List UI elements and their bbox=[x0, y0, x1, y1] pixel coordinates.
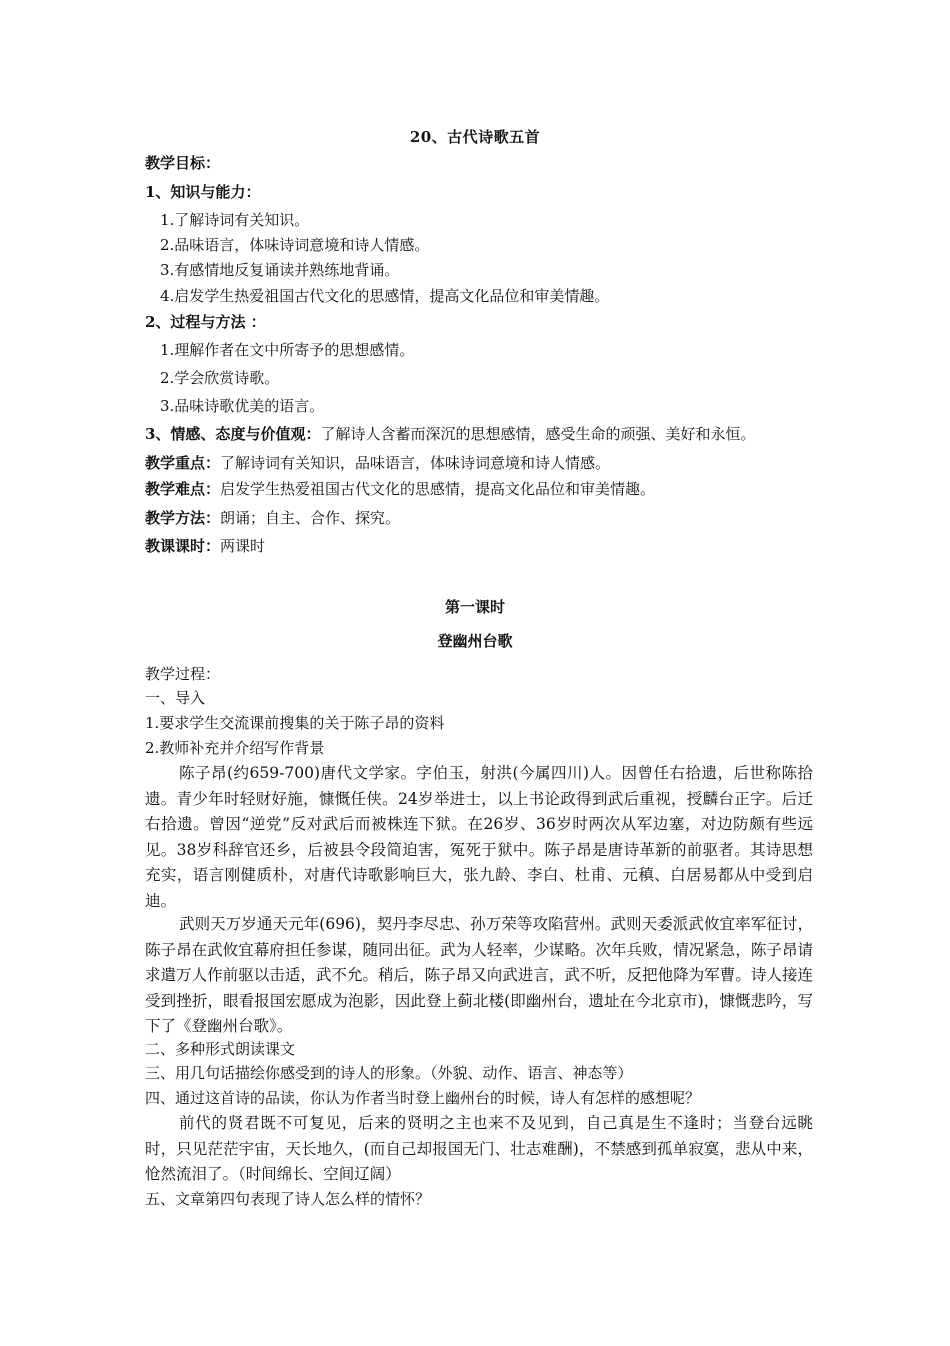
key-points-text: 了解诗词有关知识，品味语言，体味诗词意境和诗人情感。 bbox=[220, 454, 611, 472]
process-step: 二、多种形式朗读课文 bbox=[145, 1040, 296, 1058]
goals-heading: 教学目标： bbox=[145, 154, 221, 172]
section1-heading: 1、知识与能力： bbox=[145, 183, 261, 201]
document-title: 20、古代诗歌五首 bbox=[409, 128, 541, 146]
difficulties-label: 教学难点： bbox=[145, 480, 221, 498]
methods-text: 朗诵；自主、合作、探究。 bbox=[220, 509, 401, 527]
lesson-heading: 第一课时 bbox=[444, 598, 505, 616]
difficulties-line bbox=[145, 479, 655, 499]
section2-item: 2.学会欣赏诗歌。 bbox=[160, 369, 280, 387]
background-paragraph: 陈子昂(约659-700)唐代文学家。字伯玉，射洪(今属四川)人。因曾任右拾遗，后世称陈拾遗。青少年时轻财好施，慷慨任侠。24岁举进士，以上书论政得到武后重视，授麟台正字。后迁右拾遗。曾因“逆党”反对武后而被株连下狱。在26岁、36岁时两次从军边塞，对边防颇有些远见。38岁科辞官还乡，后被县令段简迫害，冤死于狱中。陈子昂是唐诗革新的前驱者。其诗思想充实，语言刚健质朴，对唐代诗歌影响巨大，张九龄、李白、杜甫、元稹、白居易都从中受到启迪。 bbox=[145, 764, 813, 910]
process-step: 1.要求学生交流课前搜集的关于陈子昂的资料 bbox=[145, 714, 445, 732]
section3-line bbox=[145, 424, 755, 444]
key-points-label: 教学重点： bbox=[145, 454, 221, 472]
section1-item: 1.了解诗词有关知识。 bbox=[160, 211, 310, 229]
section1-item: 4.启发学生热爱祖国古代文化的思感情，提高文化品位和审美情趣。 bbox=[160, 287, 610, 305]
process-step: 三、用几句话描绘你感受到的诗人的形象。（外貌、动作、语言、神态等） bbox=[145, 1064, 633, 1082]
hours-label: 教课课时： bbox=[145, 537, 221, 555]
section2-item: 3.品味诗歌优美的语言。 bbox=[160, 397, 325, 415]
methods-line bbox=[145, 508, 400, 528]
section2-item: 1.理解作者在文中所寄予的思想感情。 bbox=[160, 341, 415, 359]
process-step: 四、通过这首诗的品读，你认为作者当时登上幽州台的时候，诗人有怎样的感想呢？ bbox=[145, 1089, 701, 1107]
poem-title: 登幽州台歌 bbox=[437, 632, 513, 650]
background-paragraph: 武则天万岁通天元年(696)，契丹李尽忠、孙万荣等攻陷营州。武则天委派武攸宜率军征讨，陈子昂在武攸宜幕府担任参谋，随同出征。武为人轻率，少谋略。次年兵败，情况紧急，陈子昂请求遣万人作前驱以击适，武不允。稍后，陈子昂又向武进言，武不听，反把他降为军曹。诗人接连受到挫折，眼看报国宏愿成为泡影，因此登上蓟北楼(即幽州台，遗址在今北京市)，慷慨悲吟，写下了《登幽州台歌》。 bbox=[145, 915, 813, 1036]
section2-heading: 2、过程与方法 ： bbox=[145, 313, 266, 331]
key-points-line bbox=[145, 453, 610, 473]
process-heading: 教学过程： bbox=[145, 665, 221, 683]
section1-item: 3.有感情地反复诵读并熟练地背诵。 bbox=[160, 261, 400, 279]
section3-label: 3、情感、态度与价值观： bbox=[145, 425, 321, 443]
process-intro: 一、导入 bbox=[145, 689, 206, 707]
hours-line bbox=[145, 536, 265, 556]
difficulties-text: 启发学生热爱祖国古代文化的思感情，提高文化品位和审美情趣。 bbox=[220, 480, 656, 498]
methods-label: 教学方法： bbox=[145, 509, 221, 527]
process-step: 2.教师补充并介绍写作背景 bbox=[145, 739, 325, 757]
answer-paragraph: 前代的贤君既不可复见，后来的贤明之主也来不及见到，自己真是生不逢时；当登台远眺时，只见茫茫宇宙，天长地久，(而自己却报国无门、壮志难酬)，不禁感到孤单寂寞，悲从中来，怆然流泪了。（时间绵长、空间辽阔） bbox=[145, 1114, 813, 1184]
section3-text: 了解诗人含蓄而深沉的思想感情，感受生命的顽强、美好和永恒。 bbox=[320, 425, 756, 443]
section1-item: 2.品味语言，体味诗词意境和诗人情感。 bbox=[160, 236, 430, 254]
hours-text: 两课时 bbox=[220, 537, 266, 555]
process-step: 五、文章第四句表现了诗人怎么样的情怀？ bbox=[145, 1190, 431, 1208]
